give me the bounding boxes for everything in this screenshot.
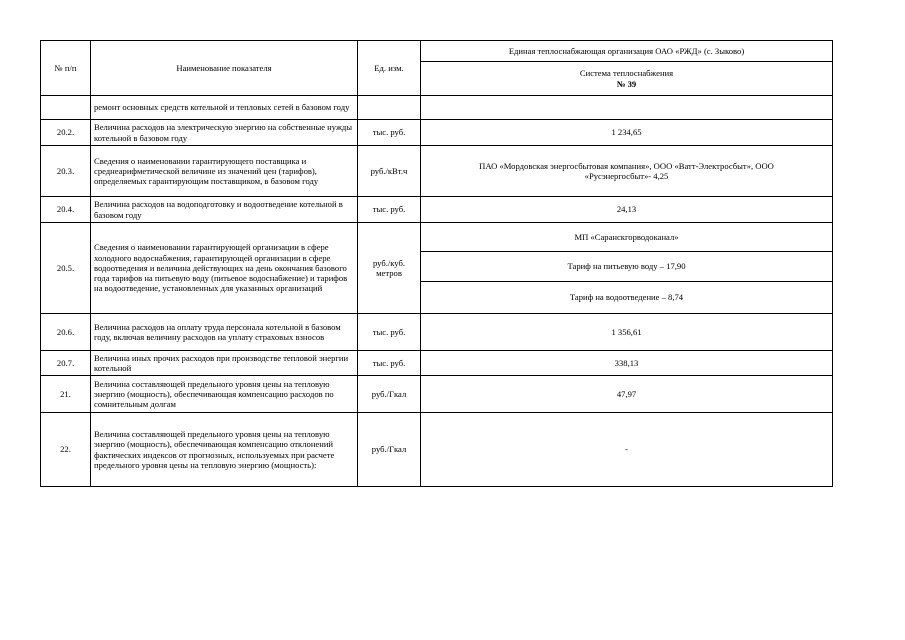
row-value: ПАО «Мордовская энергосбытовая компания», ООО «Ватт-Электросбыт», ООО «Русэнергосбыт»- 4,25: [421, 146, 833, 197]
row-unit: руб./кВт.ч: [358, 146, 421, 197]
table-row: [41, 314, 833, 351]
table-row: [41, 351, 833, 376]
row-number: 21.: [41, 376, 91, 413]
row-unit: тыс. руб.: [358, 314, 421, 351]
row-name: Величина составляющей предельного уровня цены на тепловую энергию (мощность), обеспечивающая компенсацию расходов по сомнительным долгам: [91, 376, 358, 413]
header-unit: Ед. изм.: [358, 41, 421, 96]
row-value: -: [421, 413, 833, 487]
row-unit: руб./куб. метров: [358, 223, 421, 314]
row-name: Величина расходов на оплату труда персонала котельной в базовом году, включая величину расходов на уплату страховых взносов: [91, 314, 358, 351]
table-row: [41, 197, 833, 223]
row-value: 1 356,61: [421, 314, 833, 351]
row-unit: тыс. руб.: [358, 120, 421, 146]
header-name: Наименование показателя: [91, 41, 358, 96]
row-name: Сведения о наименовании гарантирующего поставщика и среднеарифметической величине из значений цен (тарифов), определяемых гарантирующим поставщиком, в базовом году: [91, 146, 358, 197]
row-unit: руб./Гкал: [358, 413, 421, 487]
header-system: [421, 62, 833, 96]
row-value: 47,97: [421, 376, 833, 413]
row-unit: [358, 96, 421, 120]
table-row: [41, 376, 833, 413]
row-value: [421, 96, 833, 120]
row-name: Величина расходов на электрическую энергию на собственные нужды котельной в базовом году: [91, 120, 358, 146]
row-name: Величина расходов на водоподготовку и водоотведение котельной в базовом году: [91, 197, 358, 223]
row-number: 22.: [41, 413, 91, 487]
row-value: 338,13: [421, 351, 833, 376]
row-value: 24,13: [421, 197, 833, 223]
table-row: [41, 223, 833, 252]
table-row: [41, 120, 833, 146]
row-number: 20.6.: [41, 314, 91, 351]
row-number: 20.7.: [41, 351, 91, 376]
row-number: 20.5.: [41, 223, 91, 314]
row-unit: тыс. руб.: [358, 351, 421, 376]
table-row: [41, 413, 833, 487]
row-name: Величина иных прочих расходов при производстве тепловой энергии котельной: [91, 351, 358, 376]
tariff-table: [40, 40, 833, 487]
table-row: [41, 146, 833, 197]
row-name: ремонт основных средств котельной и тепловых сетей в базовом году: [91, 96, 358, 120]
table-row: [41, 96, 833, 120]
row-unit: тыс. руб.: [358, 197, 421, 223]
header-system-label: Система теплоснабжения: [579, 68, 674, 79]
row-value: 1 234,65: [421, 120, 833, 146]
row-unit: руб./Гкал: [358, 376, 421, 413]
row-number: 20.4.: [41, 197, 91, 223]
row-name: Величина составляющей предельного уровня цены на тепловую энергию (мощность), обеспечивающая компенсацию отклонений фактических индексов от прогнозных, используемых при расчете предельного уровня цены на тепловую энергию (мощность):: [91, 413, 358, 487]
row-number: [41, 96, 91, 120]
header-num: № п/п: [41, 41, 91, 96]
row-number: 20.2.: [41, 120, 91, 146]
row-number: 20.3.: [41, 146, 91, 197]
row-name: Сведения о наименовании гарантирующей организации в сфере холодного водоснабжения, гарантирующей организации в сфере водоотведения и величина действующих на день окончания базового года тарифов на питьевую воду (питьевое водоснабжение) и тарифов на водоотведение, установленных для указанных организаций: [91, 223, 358, 314]
header-org: Единая теплоснабжающая организация ОАО «РЖД» (с. Зыково): [421, 41, 833, 62]
header-system-number: № 39: [616, 78, 637, 89]
row-value: Тариф на питьевую воду – 17,90: [421, 252, 833, 282]
row-value: МП «Саранскгорводоканал»: [421, 223, 833, 252]
row-value: Тариф на водоотведение – 8,74: [421, 282, 833, 314]
